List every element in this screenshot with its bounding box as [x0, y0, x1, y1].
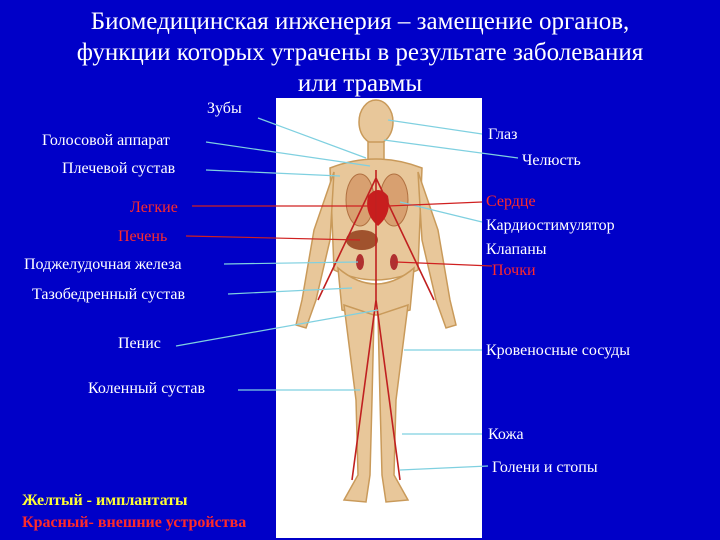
label-pacemaker: Кардиостимулятор: [486, 217, 615, 234]
title-line-3: или травмы: [297, 70, 423, 97]
leader-eye: [388, 120, 482, 134]
label-skin: Кожа: [488, 426, 524, 443]
label-voice-apparatus: Голосовой аппарат: [42, 132, 170, 149]
label-hip-joint: Тазобедренный сустав: [32, 286, 186, 303]
label-knee-joint: Коленный сустав: [88, 380, 206, 397]
legend-implants: Желтый - имплантаты: [22, 492, 188, 509]
legend-external-devices: Красный- внешние устройства: [22, 514, 247, 531]
leader-hip: [228, 288, 352, 294]
label-heart: Сердце: [486, 193, 536, 210]
leader-voice: [206, 142, 370, 166]
leader-feet: [400, 466, 488, 470]
leader-shoulder: [206, 170, 340, 176]
label-valves: Клапаны: [486, 241, 547, 258]
label-liver: Печень: [118, 228, 168, 245]
right-arm: [418, 172, 456, 328]
label-shins-feet: Голени и стопы: [492, 459, 598, 476]
label-pancreas: Поджелудочная железа: [24, 256, 182, 273]
right-leg: [378, 305, 408, 502]
label-kidneys: Почки: [492, 262, 536, 279]
title-line-2: функции которых утрачены в результате заболевания: [76, 39, 644, 66]
head: [359, 100, 393, 144]
label-lungs: Легкие: [130, 199, 178, 216]
label-penis: Пенис: [118, 335, 161, 352]
label-shoulder-joint: Плечевой сустав: [62, 160, 176, 177]
label-teeth: Зубы: [207, 100, 242, 117]
left-arm: [296, 172, 334, 328]
title-line-1: Биомедицинская инженерия – замещение органов,: [90, 8, 630, 35]
label-blood-vessels: Кровеносные сосуды: [486, 342, 630, 359]
label-jaw: Челюсть: [522, 152, 581, 169]
label-eye: Глаз: [488, 126, 518, 143]
left-leg: [344, 305, 374, 502]
